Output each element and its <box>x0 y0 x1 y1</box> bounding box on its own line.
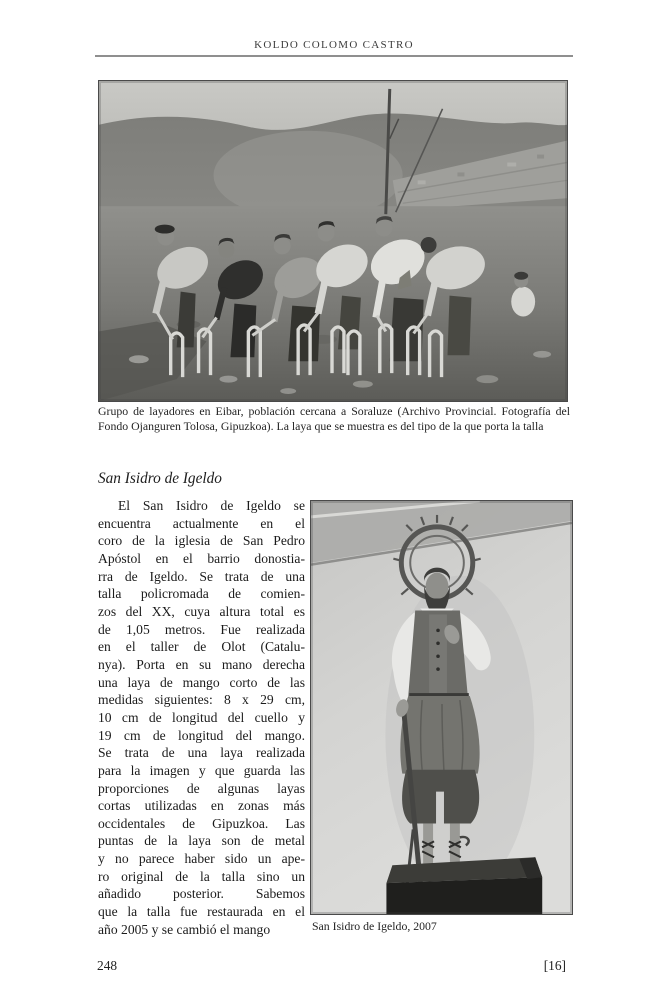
body-text-line: para la imagen y que guarda las <box>98 762 305 778</box>
field-photo-illustration <box>99 81 567 401</box>
body-text-line: de 1,05 metros. Fue realizada <box>98 621 305 637</box>
body-text-line: nya). Porta en su mano derecha <box>98 656 305 672</box>
folio-number: [16] <box>543 958 566 973</box>
body-text-line: en el taller de Olot (Catalu- <box>98 639 305 655</box>
body-text-line: añadido posterior. Sabemos <box>98 886 305 902</box>
body-text-line: proporciones de algunas layas <box>98 780 305 796</box>
body-text-line: occidentales de Gipuzkoa. Las <box>98 815 305 831</box>
body-text-line: una laya de mango corto de las <box>98 674 305 690</box>
body-text-line: zos del XX, cuya altura total es <box>98 603 305 619</box>
field-photo-caption: Grupo de layadores en Eibar, población cercana a Soraluze (Archivo Provincial. Fotografía del Fondo Ojanguren Tolosa, Gipuzkoa). La laya que se muestra es del tipo de la que porta la talla <box>98 404 570 434</box>
body-text-line: Apóstol en el barrio donostia- <box>98 550 305 566</box>
body-text-line: cortas utilizadas en zonas más <box>98 798 305 814</box>
body-text-line: 19 cm de longitud del mango. <box>98 727 305 743</box>
field-photo <box>98 80 568 402</box>
body-paragraph <box>98 497 305 938</box>
body-text-line: ro original de la talla sino un <box>98 868 305 884</box>
body-text-line: que la talla fue restaurada en el <box>98 904 305 920</box>
body-text-line: puntas de la laya son de metal <box>98 833 305 849</box>
body-text-line: rra de Igeldo. Se trata de una <box>98 568 305 584</box>
running-title: KOLDO COLOMO CASTRO <box>254 39 414 51</box>
page-number: 248 <box>97 958 118 973</box>
body-text-line: Se trata de una laya realizada <box>98 745 305 761</box>
body-text-line: encuentra actualmente en el <box>98 515 305 531</box>
body-text-line: El San Isidro de Igeldo se <box>118 498 305 513</box>
statue-photo-caption: San Isidro de Igeldo, 2007 <box>312 919 437 933</box>
body-text-line: medidas siguientes: 8 x 29 cm, <box>98 692 305 708</box>
header-rule <box>95 55 573 57</box>
statue-photo <box>310 500 573 915</box>
section-heading: San Isidro de Igeldo <box>98 470 222 487</box>
body-text-line: coro de la iglesia de San Pedro <box>98 533 305 549</box>
statue-photo-illustration <box>311 501 572 914</box>
body-text-line: año 2005 y se cambió el mango <box>98 921 271 937</box>
body-text-line: y no parece haber sido un ape- <box>98 851 305 867</box>
body-text-line: 10 cm de longitud del cuello y <box>98 709 305 725</box>
body-text-line: talla policromada de comien- <box>98 586 305 602</box>
